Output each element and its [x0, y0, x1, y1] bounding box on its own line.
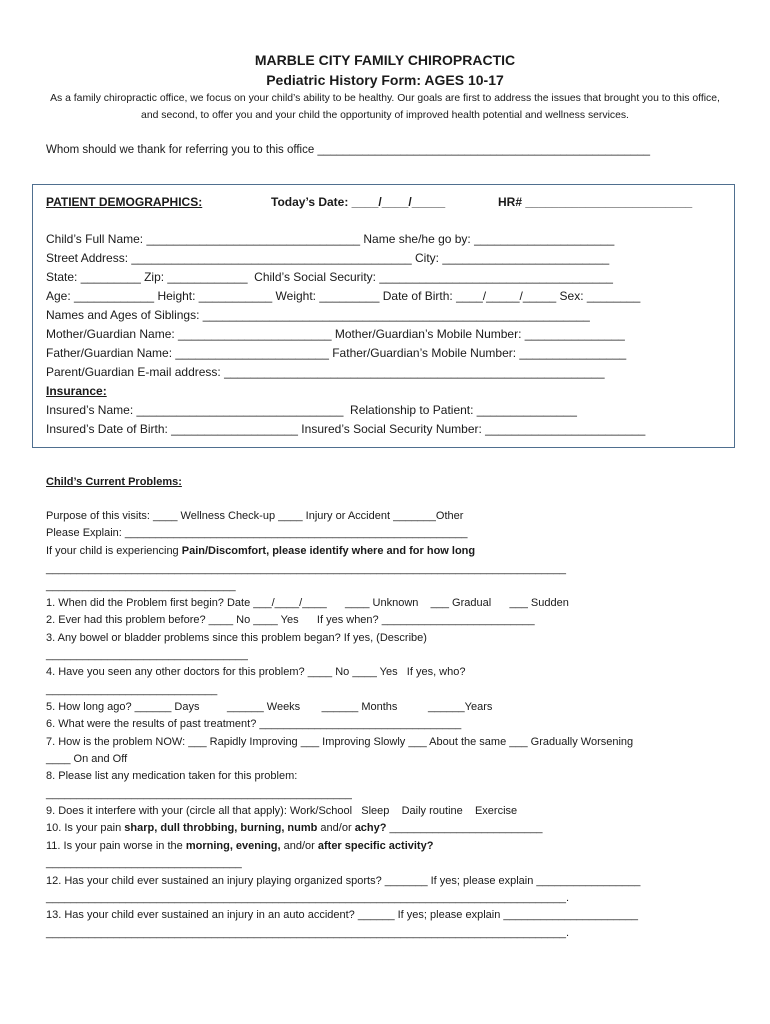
q11-text-a: 11. Is your pain worse in the — [46, 840, 186, 852]
question-6[interactable]: 6. What were the results of past treatment? _________________________________ — [46, 718, 462, 730]
q10-text-d: achy? — [354, 822, 387, 834]
siblings-row[interactable]: Names and Ages of Siblings: __________________________________________________________ — [46, 308, 590, 322]
q11-text-d: after specific activity? — [317, 840, 434, 852]
state-zip-row[interactable]: State: _________ Zip: ____________ Child’s Social Security: ___________________________________ — [46, 270, 613, 284]
address-row[interactable]: Street Address: __________________________________________ City: _________________________ — [46, 251, 610, 265]
question-7[interactable]: 7. How is the problem NOW: ___ Rapidly Improving ___ Improving Slowly ___ About the same ___ Gradually Worsening — [46, 736, 634, 748]
question-12[interactable]: 12. Has your child ever sustained an injury playing organized sports? _______ If yes; please explain _________________ — [46, 875, 641, 887]
clinic-name: MARBLE CITY FAMILY CHIROPRACTIC — [254, 52, 516, 68]
form-title: Pediatric History Form: AGES 10-17 — [266, 72, 504, 88]
insurance-heading: Insurance: — [46, 384, 107, 398]
question-3: 3. Any bowel or bladder problems since this problem began? If yes, (Describe) — [46, 632, 427, 644]
question-5[interactable]: 5. How long ago? ______ Days ______ Weeks ______ Months ______Years — [46, 701, 493, 713]
question-3-blank[interactable]: _________________________________ — [46, 649, 248, 661]
q11-text-c: and/or — [280, 840, 318, 852]
question-12-blank[interactable]: _____________________________________________________________________________________. — [46, 892, 570, 904]
demographics-heading: PATIENT DEMOGRAPHICS: — [46, 195, 203, 209]
question-11 — [46, 838, 433, 855]
question-9[interactable]: 9. Does it interfere with your (circle all that apply): Work/School Sleep Daily routine Exercise — [46, 805, 518, 817]
question-1[interactable]: 1. When did the Problem first begin? Date ___/____/____ ____ Unknown ___ Gradual ___ Sudden — [46, 597, 569, 609]
question-13[interactable]: 13. Has your child ever sustained an injury in an auto accident? ______ If yes; please explain ______________________ — [46, 909, 638, 921]
hr-field[interactable]: HR# _________________________ — [498, 195, 693, 209]
pain-blank-2[interactable]: _______________________________ — [46, 580, 236, 592]
question-11-blank[interactable]: ________________________________ — [46, 857, 242, 869]
age-height-row[interactable]: Age: ____________ Height: ___________ Weight: _________ Date of Birth: ____/_____/_____ Sex: ________ — [46, 289, 641, 303]
insured-name-row[interactable]: Insured’s Name: _______________________________ Relationship to Patient: _______________ — [46, 403, 577, 417]
problems-heading: Child’s Current Problems: — [46, 476, 182, 488]
q10-blank[interactable]: _________________________ — [386, 822, 543, 834]
pain-prefix: If your child is experiencing — [46, 545, 182, 557]
father-row[interactable]: Father/Guardian Name: _______________________ Father/Guardian’s Mobile Number: ________________ — [46, 346, 627, 360]
email-row[interactable]: Parent/Guardian E-mail address: _________________________________________________________ — [46, 365, 605, 379]
question-4-blank[interactable]: ____________________________ — [46, 684, 218, 696]
question-8: 8. Please list any medication taken for this problem: — [46, 770, 298, 782]
todays-date-field[interactable]: Today’s Date: ____/____/_____ — [271, 195, 446, 209]
pain-blank-1[interactable]: _____________________________________________________________________________________ — [46, 563, 567, 575]
question-13-blank[interactable]: _____________________________________________________________________________________. — [46, 927, 570, 939]
question-10[interactable] — [46, 820, 542, 837]
question-2[interactable]: 2. Ever had this problem before? ____ No ____ Yes If yes when? _________________________ — [46, 614, 535, 626]
q10-text-c: and/or — [317, 822, 355, 834]
question-7-on-off[interactable]: ____ On and Off — [46, 753, 128, 765]
intro-paragraph: As a family chiropractic office, we focus on your child’s ability to be healthy. Our goals are first to address the issues that brought you to this office, and second, to offer you and your child the opportunity of improved health potential and wellness services. — [50, 93, 720, 121]
mother-row[interactable]: Mother/Guardian Name: _______________________ Mother/Guardian’s Mobile Number: _______________ — [46, 327, 625, 341]
question-4[interactable]: 4. Have you seen any other doctors for this problem? ____ No ____ Yes If yes, who? — [46, 666, 466, 678]
q11-text-b: morning, evening, — [185, 840, 281, 852]
pain-row — [46, 543, 475, 560]
explain-row[interactable]: Please Explain: ________________________________________________________ — [46, 527, 468, 539]
insured-dob-row[interactable]: Insured’s Date of Birth: ___________________ Insured’s Social Security Number: ________________________ — [46, 422, 646, 436]
pain-bold: Pain/Discomfort, please identify where and for how long — [181, 545, 476, 557]
referral-field[interactable]: Whom should we thank for referring you to this office ____________________________________________________ — [46, 144, 651, 156]
question-8-blank[interactable]: __________________________________________________ — [46, 788, 352, 800]
purpose-row[interactable]: Purpose of this visits: ____ Wellness Check-up ____ Injury or Accident _______Other — [46, 510, 464, 522]
child-name-row[interactable]: Child’s Full Name: ________________________________ Name she/he go by: _____________________ — [46, 232, 615, 246]
q10-text-b: sharp, dull throbbing, burning, numb — [124, 822, 318, 834]
q10-text-a: 10. Is your pain — [46, 822, 125, 834]
